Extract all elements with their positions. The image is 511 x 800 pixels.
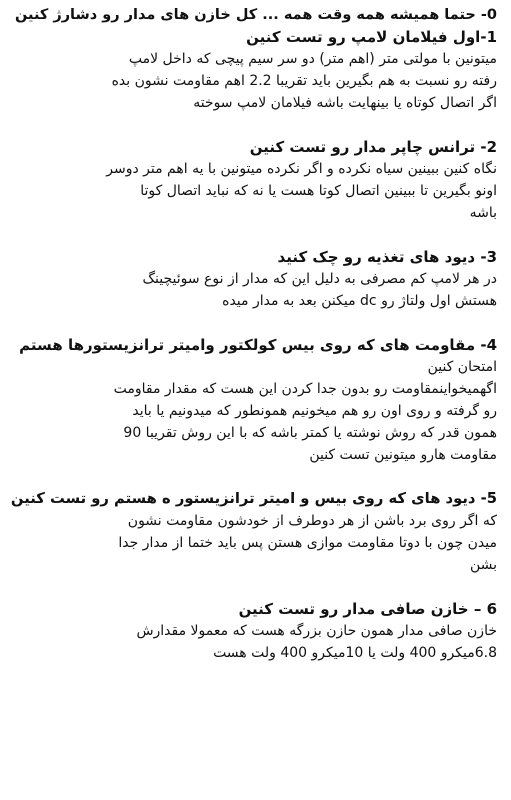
section-6-line: خازن صافی مدار همون حازن بزرگه هست که معمولا مقدارش	[136, 623, 497, 639]
section-1-line: رفته رو نسبت به هم بگیرین باید تقریبا 2.2 اهم مقاومت نشون بده	[111, 73, 497, 89]
section-1-line: میتونین با مولتی متر (اهم متر) دو سر سیم پیچی که داخل لامپ	[128, 51, 497, 67]
section-4-heading: 4- مقاومت های که روی بیس کولکتور وامیتر ترانزیستورها هستم	[19, 336, 497, 354]
section-divider	[8, 114, 497, 136]
section-4-line: اگهمیخواینمقاومت رو بدون جدا کردن این هست که مقدار مقاومت	[113, 381, 497, 397]
section-divider	[8, 466, 497, 488]
section-5-line: بشن	[469, 557, 497, 573]
section-divider	[8, 576, 497, 598]
section-4-line: همون قدر که روش نوشته یا کمتر باشه که با این روش تقریبا 90	[123, 425, 497, 441]
section-5-line: که اگر روی برد باشن از هر دوطرف از خودشون مقاومت نشون	[127, 513, 497, 529]
section-5-line: میدن چون با دوتا مقاومت موازی هستن پس باید ختما از مدار جدا	[118, 535, 497, 551]
section-3-line: در هر لامپ کم مصرفی به دلیل این که مدار از نوع سوئیچینگ	[142, 271, 497, 287]
section-4-line: امتحان کنین	[427, 359, 497, 375]
section-2-line: نگاه کنین ببینین سیاه نکرده و اگر نکرده میتونین با یه اهم متر دوسر	[106, 161, 497, 177]
section-1-line: اگر اتصال کوتاه یا بینهایت باشه فیلامان لامپ سوخته	[193, 95, 497, 111]
section-divider	[8, 312, 497, 334]
section-3-line: هستش اول ولتاژ رو dc میکنن بعد به مدار میده	[222, 293, 497, 309]
section-5-heading: 5- دیود های که روی بیس و امیتر ترانزیستور ه هستم رو تست کنین	[10, 490, 497, 507]
section-4-line: مقاومت هارو میتونین تست کنین	[309, 447, 497, 463]
section-2-line: باشه	[469, 205, 497, 221]
section-0-heading: 0- حتما همیشه همه وقت همه ... کل خازن های مدار رو دشارژ کنین	[14, 7, 497, 23]
section-2-heading: 2- ترانس چاپر مدار رو تست کنین	[249, 138, 497, 156]
section-1-heading: 1-اول فیلامان لامپ رو تست کنین	[246, 28, 497, 46]
section-3-heading: 3- دیود های تغذیه رو چک کنید	[277, 248, 497, 266]
section-6-heading: 6 – خازن صافی مدار رو تست کنین	[238, 600, 497, 618]
section-6-line: 6.8میکرو 400 ولت یا 10میکرو 400 ولت هست	[213, 645, 497, 661]
section-divider	[8, 224, 497, 246]
section-2-line: اونو بگیرین تا ببینین اتصال کوتا هست یا نه که نباید اتصال کوتا	[140, 183, 497, 199]
section-4-line: رو گرفته و روی اون رو هم میخونیم همونطور که میدونیم یا باید	[132, 403, 497, 419]
